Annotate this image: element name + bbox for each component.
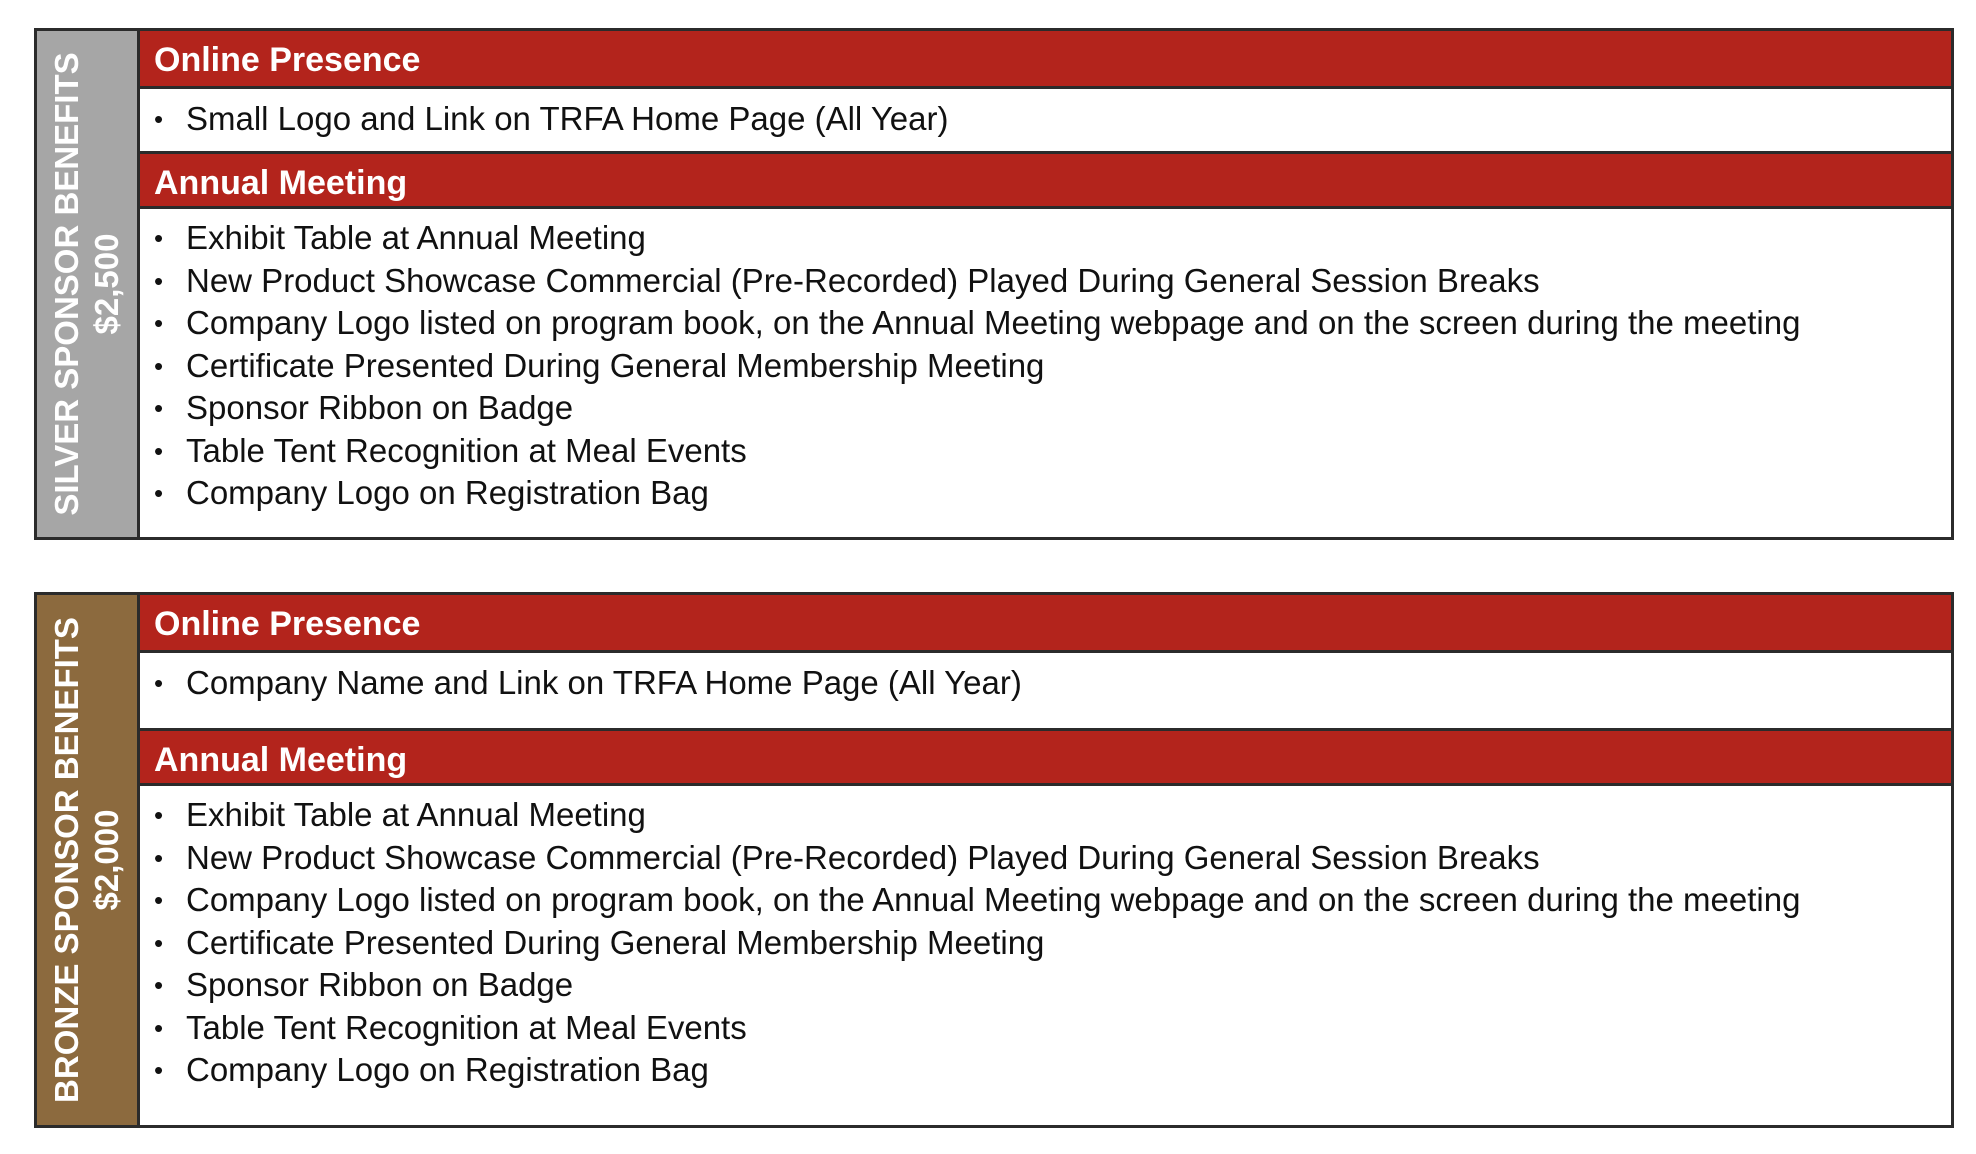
bullet-icon: • bbox=[154, 435, 164, 466]
list-item bbox=[154, 302, 1951, 345]
list-item-text: Sponsor Ribbon on Badge bbox=[186, 389, 574, 426]
silver-tier-price: $2,500 bbox=[88, 233, 125, 335]
list-item-text: Certificate Presented During General Membership Meeting bbox=[186, 923, 1045, 961]
list-item-text: Company Logo on Registration Bag bbox=[186, 474, 709, 511]
bullet-icon: • bbox=[154, 842, 164, 873]
list-item bbox=[154, 662, 1951, 705]
list-item-text: Table Tent Recognition at Meal Events bbox=[186, 431, 747, 469]
bullet-icon: • bbox=[154, 308, 164, 338]
list-item-text: Company Logo listed on program book, on the Annual Meeting webpage and on the screen during the meeting bbox=[186, 881, 1801, 918]
silver-side-label bbox=[47, 52, 127, 515]
bronze-online-presence-header: Online Presence bbox=[140, 595, 1951, 653]
bullet-icon: • bbox=[154, 104, 164, 134]
bronze-side-label bbox=[47, 617, 127, 1103]
list-item bbox=[154, 1049, 1951, 1092]
bullet-icon: • bbox=[154, 668, 164, 698]
silver-online-presence-header: Online Presence bbox=[140, 31, 1951, 89]
bullet-icon: • bbox=[154, 800, 164, 830]
list-item-text: New Product Showcase Commercial (Pre-Recorded) Played During General Session Breaks bbox=[186, 261, 1540, 299]
list-item bbox=[154, 260, 1951, 303]
bullet-icon: • bbox=[154, 885, 164, 915]
bronze-tier-title: BRONZE SPONSOR BENEFITS bbox=[48, 617, 85, 1103]
bullet-icon: • bbox=[154, 1012, 164, 1043]
list-item-text: Small Logo and Link on TRFA Home Page (All Year) bbox=[186, 100, 949, 137]
bullet-icon: • bbox=[154, 970, 164, 1000]
bronze-benefits-content bbox=[140, 595, 1951, 1125]
bullet-icon: • bbox=[154, 478, 164, 508]
silver-sponsor-panel bbox=[34, 28, 1954, 540]
bullet-icon: • bbox=[154, 350, 164, 381]
list-item bbox=[154, 837, 1951, 880]
list-item bbox=[154, 964, 1951, 1007]
list-item bbox=[154, 430, 1951, 473]
bullet-icon: • bbox=[154, 265, 164, 296]
silver-annual-meeting-list bbox=[140, 209, 1951, 515]
bronze-annual-meeting-header: Annual Meeting bbox=[140, 728, 1951, 786]
bronze-online-presence-list bbox=[140, 653, 1951, 728]
silver-benefits-content bbox=[140, 31, 1951, 537]
silver-online-presence-list bbox=[140, 89, 1951, 151]
bullet-icon: • bbox=[154, 393, 164, 423]
list-item bbox=[154, 794, 1951, 837]
list-item bbox=[154, 922, 1951, 965]
list-item-text: New Product Showcase Commercial (Pre-Recorded) Played During General Session Breaks bbox=[186, 838, 1540, 876]
list-item bbox=[154, 98, 1951, 141]
list-item-text: Sponsor Ribbon on Badge bbox=[186, 966, 574, 1003]
bronze-sponsor-panel bbox=[34, 592, 1954, 1128]
list-item-text: Certificate Presented During General Membership Meeting bbox=[186, 346, 1045, 384]
list-item-text: Table Tent Recognition at Meal Events bbox=[186, 1008, 747, 1046]
list-item bbox=[154, 472, 1951, 515]
list-item bbox=[154, 387, 1951, 430]
list-item-text: Exhibit Table at Annual Meeting bbox=[186, 219, 646, 256]
bronze-side-banner bbox=[37, 595, 140, 1125]
list-item bbox=[154, 1007, 1951, 1050]
list-item bbox=[154, 345, 1951, 388]
list-item bbox=[154, 217, 1951, 260]
bronze-tier-price: $2,000 bbox=[88, 809, 125, 911]
list-item bbox=[154, 879, 1951, 922]
list-item-text: Company Logo listed on program book, on the Annual Meeting webpage and on the screen during the meeting bbox=[186, 304, 1801, 341]
silver-side-banner bbox=[37, 31, 140, 537]
list-item-text: Company Logo on Registration Bag bbox=[186, 1051, 709, 1088]
silver-annual-meeting-header: Annual Meeting bbox=[140, 151, 1951, 209]
bullet-icon: • bbox=[154, 223, 164, 253]
bronze-annual-meeting-list bbox=[140, 786, 1951, 1092]
silver-tier-title: SILVER SPONSOR BENEFITS bbox=[48, 52, 85, 516]
list-item-text: Exhibit Table at Annual Meeting bbox=[186, 796, 646, 833]
bullet-icon: • bbox=[154, 1055, 164, 1085]
bullet-icon: • bbox=[154, 927, 164, 958]
list-item-text: Company Name and Link on TRFA Home Page (All Year) bbox=[186, 664, 1022, 701]
